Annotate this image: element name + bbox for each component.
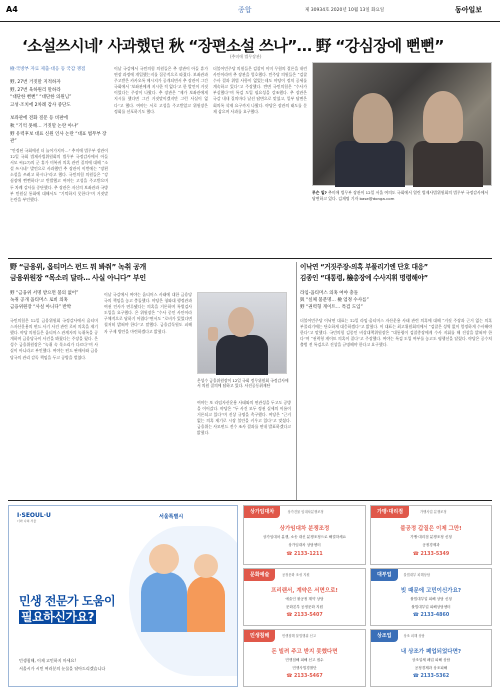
top-photo-caption	[312, 190, 492, 201]
ad-box-tab: 가맹·대리점	[371, 506, 409, 518]
logo-text: I·SEOUL·U	[17, 512, 51, 519]
mid-photo-caption: 은성수 금융위원장이 12일 국회 정무위원회 국정감사에서 의원 질의에 답하고 있다. 사진공동취재단	[197, 378, 289, 389]
ad-box-phone: ☎ 2133-1211	[286, 551, 323, 557]
ad-box[interactable]	[370, 505, 492, 565]
ad-big-title-2-text: 필요하신가요?	[21, 610, 95, 624]
ad-box-phone: ☎ 2133-4860	[412, 613, 450, 619]
subhead: 野, 27번 거짓말 지적하자	[10, 79, 61, 85]
ad-box-tab: 문화예술	[244, 569, 275, 581]
ad-box-line: 민생침해 피해 신고 접수	[285, 657, 324, 662]
column-divider	[296, 262, 297, 500]
ad-box-title: 빚 때문에 고민이신가요?	[400, 588, 462, 595]
mid-photo	[197, 292, 287, 374]
top-subheads	[10, 66, 110, 146]
subhead: 野, 27번 육하원리 말하라	[10, 87, 61, 93]
logo-sub: 너와 나의 서울	[17, 519, 37, 523]
top-byline: (추미애 법무장관)	[230, 54, 262, 59]
ad-box-phone: ☎ 2133-5349	[412, 551, 450, 557]
mid-left-col-2: 이날 국감에서 여야는 옵티머스 사태에 대한 금융당국의 책임을 놓고 충돌했다. 야당은 청와대 행정관과 여권 인사가 연루됐다는 의혹을 거론하며 특별검사 도입을 요구했다. 은 위원장은 “수사 중인 사안이라 구체적으로 답하기 어렵다”면서도 “로비가 있었다면 철저히 밝혀야 한다”고 말했다. 금융감독원도 피해자 구제 방안을 마련하겠다고 밝혔다.	[104, 292, 192, 334]
subhead: 보좌관에 전화 질문 등 비판에	[10, 115, 68, 121]
mid-right-subhead: 라임-옵티머스 의혹 여야 충돌	[300, 291, 359, 296]
seoul-city-ad[interactable]	[8, 505, 238, 687]
ad-box-tab-sub: 민생침해 불법행위 신고	[282, 634, 316, 638]
ad-box-line: 가맹·대리점 분쟁조정 신청	[410, 534, 452, 539]
top-body-col-3: 더불어민주당 의원들은 검찰이 이미 무혐의 결론을 내린 사안이라며 추 장관을 엄호했다. 민주당 의원들은 “검찰 수사 결과 위법 사항이 없었는데도 야당이 정치 공세를 계속하고 있다”고 주장했다. 반면 국민의힘은 “수사가 부실했다”며 특검 도입 필요성을 강조했다. 추 장관은 국감 내내 질의마다 날선 답변으로 맞섰고, 일부 답변은 회의록 삭제 요구까지 나왔다. 야당은 장관의 태도를 문제 삼으며 사과를 요구했다.	[213, 66, 307, 114]
ad-box-phone: ☎ 2133-5407	[286, 613, 323, 619]
subhead: 檢·국방부 자료 제출·대응 등 국감 쟁점	[10, 67, 86, 72]
seoul-org-name: 서울특별시	[159, 514, 184, 520]
top-body-col-2: 이날 국감에서 국민의힘 의원들은 추 장관이 아들 휴가 연장 과정에 개입했는지를 집중적으로 따졌다. 보좌관과 주고받은 카카오톡 메시지가 공개되면서 추 장관이 그간 국회에서 ‘보좌관에게 지시한 적 없다’고 한 발언이 거짓이었다는 주장이 나왔다. 추 장관은 “제가 보좌관에게 지시를 했다면 그건 거짓말이겠지만 그런 사실이 없다”고 했다. 여야는 서로 고성을 주고받았고 위원장은 정회를 선포하기도 했다.	[114, 66, 208, 114]
ad-box-line: 민생사법경찰단	[292, 665, 317, 670]
ad-box-line: 불법대부업 피해 상담 신청	[410, 596, 452, 601]
ad-box-tab: 상가임대차	[244, 506, 280, 518]
ad-box[interactable]	[370, 629, 492, 687]
ad-box-phone: ☎ 2133-5467	[286, 674, 323, 680]
ad-box-tab-sub: 가맹사업 분쟁조정	[420, 510, 447, 514]
ad-box-phone: ☎ 2133-5362	[412, 674, 450, 680]
page-number: A4	[6, 5, 18, 14]
ad-box-tab-sub: 상가건물 임대차분쟁조정	[287, 510, 324, 514]
issue-date: 제 30934호 2020년 10월 13일 화요일	[305, 8, 385, 13]
section-divider	[8, 500, 492, 501]
mid-left-headline-1: 野 “금융위, 옵티머스 펀드 뭐 봐줘” 녹취 공개	[10, 263, 147, 271]
mid-left-subhead: 금융위원장 “사실 아니다” 반박	[10, 305, 72, 310]
top-headline: ‘소설쓰시네’ 사과했던 秋 “장편소설 쓰나”… 野 “강심장에 뻔뻔”	[22, 37, 444, 55]
ad-big-title-2	[19, 608, 96, 625]
ad-box-title: 내 상조가 폐업되었다면?	[400, 649, 462, 656]
ad-box-line: 불법대부업 피해상담센터	[411, 604, 451, 609]
ad-box-title: 프리랜서, 계약은 서면으로!	[271, 588, 338, 595]
page-header	[0, 0, 500, 22]
ad-box[interactable]	[243, 568, 366, 626]
mid-right-subhead: 野 “권력형 게이트… 특검 도입”	[300, 305, 363, 310]
ad-box-title: 불공정 갑질은 이제 그만!	[400, 526, 462, 532]
mid-left-headline-2: 금융위원장 “목소리 달라… 사실 아니다” 부인	[10, 274, 146, 282]
ad-box-title: 돈 빌려 주고 받지 못했다면	[271, 649, 338, 656]
ad-box-line: 상조업체 폐업 피해 상담	[411, 657, 451, 662]
section-divider	[8, 258, 492, 259]
ad-box-line: 예술인 불공정 계약 상담	[285, 596, 324, 601]
caption-title: 무슨 일?	[312, 190, 327, 195]
section-name: 종합	[238, 6, 252, 14]
subhead: 고성·조치에 2차례 감사 중단도	[10, 103, 71, 109]
ad-box-tab: 민생침해	[244, 630, 275, 642]
caption-text: 추미애 법무부 장관이 12일 서울 여의도 국회에서 열린 법제사법위원회의 법무부 국정감사에서 답변하고 있다. 김재명 기자 base@donga.com	[312, 190, 489, 201]
newspaper-brand: 동아일보	[455, 6, 483, 14]
ad-box-line: 공정경제과 상조피해	[414, 665, 448, 670]
subhead: “대단한 뻔뻔” “대단한 의원님”	[10, 95, 72, 101]
mid-right-headline-2: 김종인 “대통령, 檢총장에 수사지휘 명령해야”	[300, 274, 428, 282]
ad-box-tab-sub: 공정문화 조성 지원	[282, 573, 310, 577]
ad-line-2: 서울시가 시민 여러분의 눈물을 닦아드리겠습니다	[19, 666, 106, 671]
subhead: 野 유력후보 대표 신원 인사 논란 “대표 법무부 장관”	[10, 131, 107, 145]
mid-right-headline-1: 이낙연 “거짓주장-의혹 부풀리기엔 단호 대응”	[300, 263, 428, 271]
ad-box-tab-sub: 상조 피해 상담	[403, 634, 425, 638]
ad-big-title-1: 민생 전문가 도움이	[19, 594, 116, 608]
ad-box-tab-sub: 불법대부 피해상담	[403, 573, 431, 577]
ad-box[interactable]	[243, 505, 366, 565]
ad-box-line: 상가임대차 분쟁, 소송 대신 분쟁조정으로 해결하세요	[262, 534, 347, 539]
ad-box[interactable]	[243, 629, 366, 687]
ad-box-line: 문화본부 공정문화 지원	[286, 604, 323, 609]
ad-box-line: 공정경제과	[422, 543, 440, 548]
top-photo	[312, 62, 492, 186]
subhead: 秋 “기억 못해… 거짓말 논란 아냐”	[10, 123, 79, 129]
mid-left-col-1: 국민의힘은 12일 금융위원회 국정감사에서 옵티머스자산운용의 펀드 사기 사건 관련 로비 의혹을 제기했다. 야당 의원들은 옵티머스 관계자의 녹취록을 공개하며 금융당국이 사건을 봐줬다는 주장을 폈다. 은성수 금융위원장은 “녹취 속 목소리가 다르다”며 사실이 아니라고 부인했다. 여야는 펀드 판매사와 금융당국의 관리 감독 책임을 두고 공방을 벌였다.	[10, 318, 98, 360]
mid-left-subhead: 녹취 공개 옵티머스 로비 의혹	[10, 298, 68, 303]
i-seoul-u-logo	[17, 512, 51, 523]
mid-right-col: 더불어민주당 이낙연 대표는 12일 라임·옵티머스 자산운용 사태 관련 의혹에 대해 “거짓 주장과 근거 없는 의혹 부풀리기에는 단호하게 대응하겠다”고 밝혔다. 이 대표는 최고위원회의에서 “검찰은 성역 없이 엄정하게 수사해야 한다”고 말했다. 국민의힘 김종인 비상대책위원장은 “대통령이 검찰총장에게 수사 지휘를 해 진상을 밝혀야 한다”며 “권력형 게이트 의혹이 짙다”고 주장했다. 여야는 특검 도입 여부를 놓고도 평행선을 달렸다. 야당은 공수처 출범 전 특검으로 진상을 규명해야 한다고 요구했다.	[300, 318, 492, 348]
ad-box-title: 상가임대차 분쟁조정	[279, 526, 330, 532]
mid-left-subhead: 野 “금융위 서명 받으면 불의 없어”	[10, 291, 79, 296]
ad-box-tab: 상조업	[371, 630, 398, 642]
ad-line-1: 민생침해, 이제 고민하지 마세요!	[19, 658, 76, 663]
ad-box-tab: 대부업	[371, 569, 398, 581]
ad-box-line: 상가임대차 상담센터	[288, 543, 321, 548]
mid-left-col-3: 여야는 또 라임자산운용 사태와의 연관성을 두고도 공방을 이어갔다. 야당은 “두 사건 모두 정권 실세의 이름이 거론되고 있다”며 진상 규명을 촉구했다. 여당은 “근거 없는 의혹 제기로 시장 불안을 키우고 있다”고 맞섰다. 금융위는 사모펀드 전수 조사 결과를 연내 발표하겠다고 밝혔다.	[197, 400, 291, 436]
top-body-col-1: “안정된 국회에선 더 늘어가지마…” 추미애 법무부 장관이 12일 국회 법제사법위원회의 법무부 국정감사에서 아들 서모 씨(27)의 군 휴가 미복귀 의혹 관련 질의에 대해 “소설 쓰시네” 발언으로 사과했던 추 장관이 이번에는 “장편소설을 쓰려고 하시나”라고 했다. 국민의힘 의원들은 “강심장에 뻔뻔하다”고 반발했고 여야는 고성을 주고받으며 두 차례 감사를 중단했다. 추 장관은 자신의 보좌관과 국방부 민원실 통화에 대해서도 “기억하지 못한다”며 거짓말 논란을 부인했다.	[10, 148, 108, 202]
mid-right-subhead: 與 “실체 불분명… 檢 엄정 수사를”	[300, 298, 369, 303]
ad-box[interactable]	[370, 568, 492, 626]
